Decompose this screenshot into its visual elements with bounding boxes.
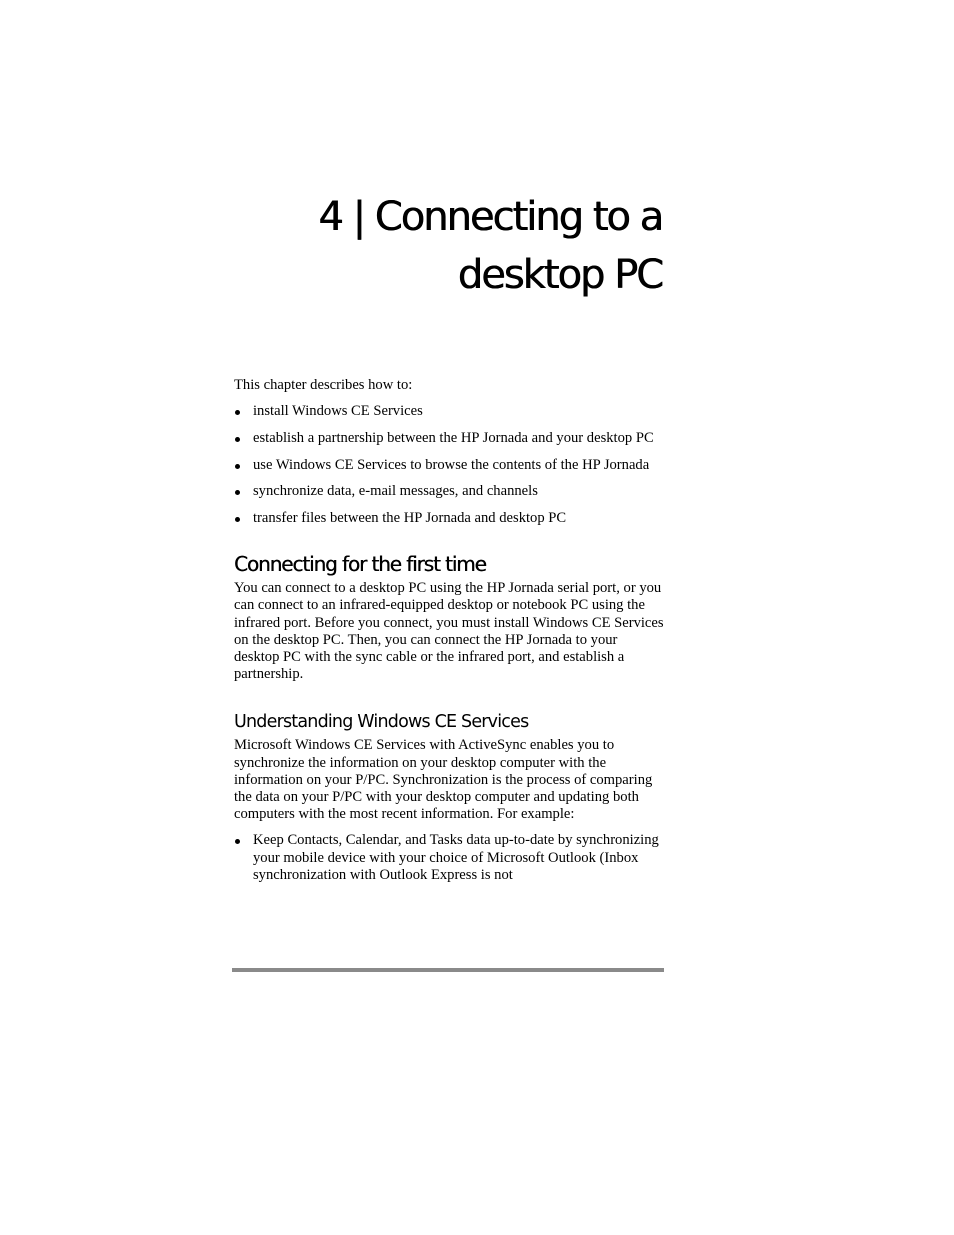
section-body: You can connect to a desktop PC using the HP Jornada serial port, or you can connect to an infrared-equipped desktop or notebook PC using the infrared port. Before you connect, you must install Windows CE Services on the desktop PC. Then, you can connect the HP Jornada to your desktop PC with the sync cable or the infrared port, and establish a partnership. <box>234 580 664 683</box>
chapter-title-line-2: desktop PC <box>457 252 662 298</box>
section-heading: Connecting for the first time <box>234 552 486 577</box>
chapter-topics-list <box>234 403 664 527</box>
bullet-icon <box>235 410 240 415</box>
list-item-text: transfer files between the HP Jornada and desktop PC <box>253 510 567 527</box>
list-item <box>234 430 664 447</box>
list-item-text: use Windows CE Services to browse the contents of the HP Jornada <box>253 456 650 473</box>
subsection-body: Microsoft Windows CE Services with ActiveSync enables you to synchronize the information on your desktop computer with the information on your P/PC. Synchronization is the process of comparing the data on your P/PC with your desktop computer and updating both computers with the most recent information. For example: <box>234 737 653 823</box>
chapter-body <box>234 377 664 894</box>
page-divider <box>232 968 664 972</box>
list-item-text: Keep Contacts, Calendar, and Tasks data up-to-date by synchronizing your mobile device with your choice of Microsoft Outlook (Inbox synchronization with Outlook Express is not <box>253 832 659 883</box>
chapter-title-line-1: 4 | Connecting to a <box>318 194 662 240</box>
bullet-icon <box>235 437 240 442</box>
intro-text: This chapter describes how to: <box>234 377 413 393</box>
list-item <box>234 483 664 500</box>
list-item-text: synchronize data, e-mail messages, and channels <box>253 483 538 500</box>
bullet-icon <box>235 839 240 844</box>
list-item-text: install Windows CE Services <box>253 403 423 420</box>
list-item <box>234 403 664 420</box>
list-item <box>234 457 664 474</box>
list-item-text: establish a partnership between the HP Jornada and your desktop PC <box>253 429 654 446</box>
bullet-icon <box>235 517 240 522</box>
example-list <box>234 832 664 884</box>
bullet-icon <box>235 490 240 495</box>
list-item <box>234 832 664 884</box>
list-item <box>234 510 664 527</box>
chapter-title <box>300 188 662 304</box>
bullet-icon <box>235 464 240 469</box>
subsection-heading: Understanding Windows CE Services <box>234 712 529 733</box>
